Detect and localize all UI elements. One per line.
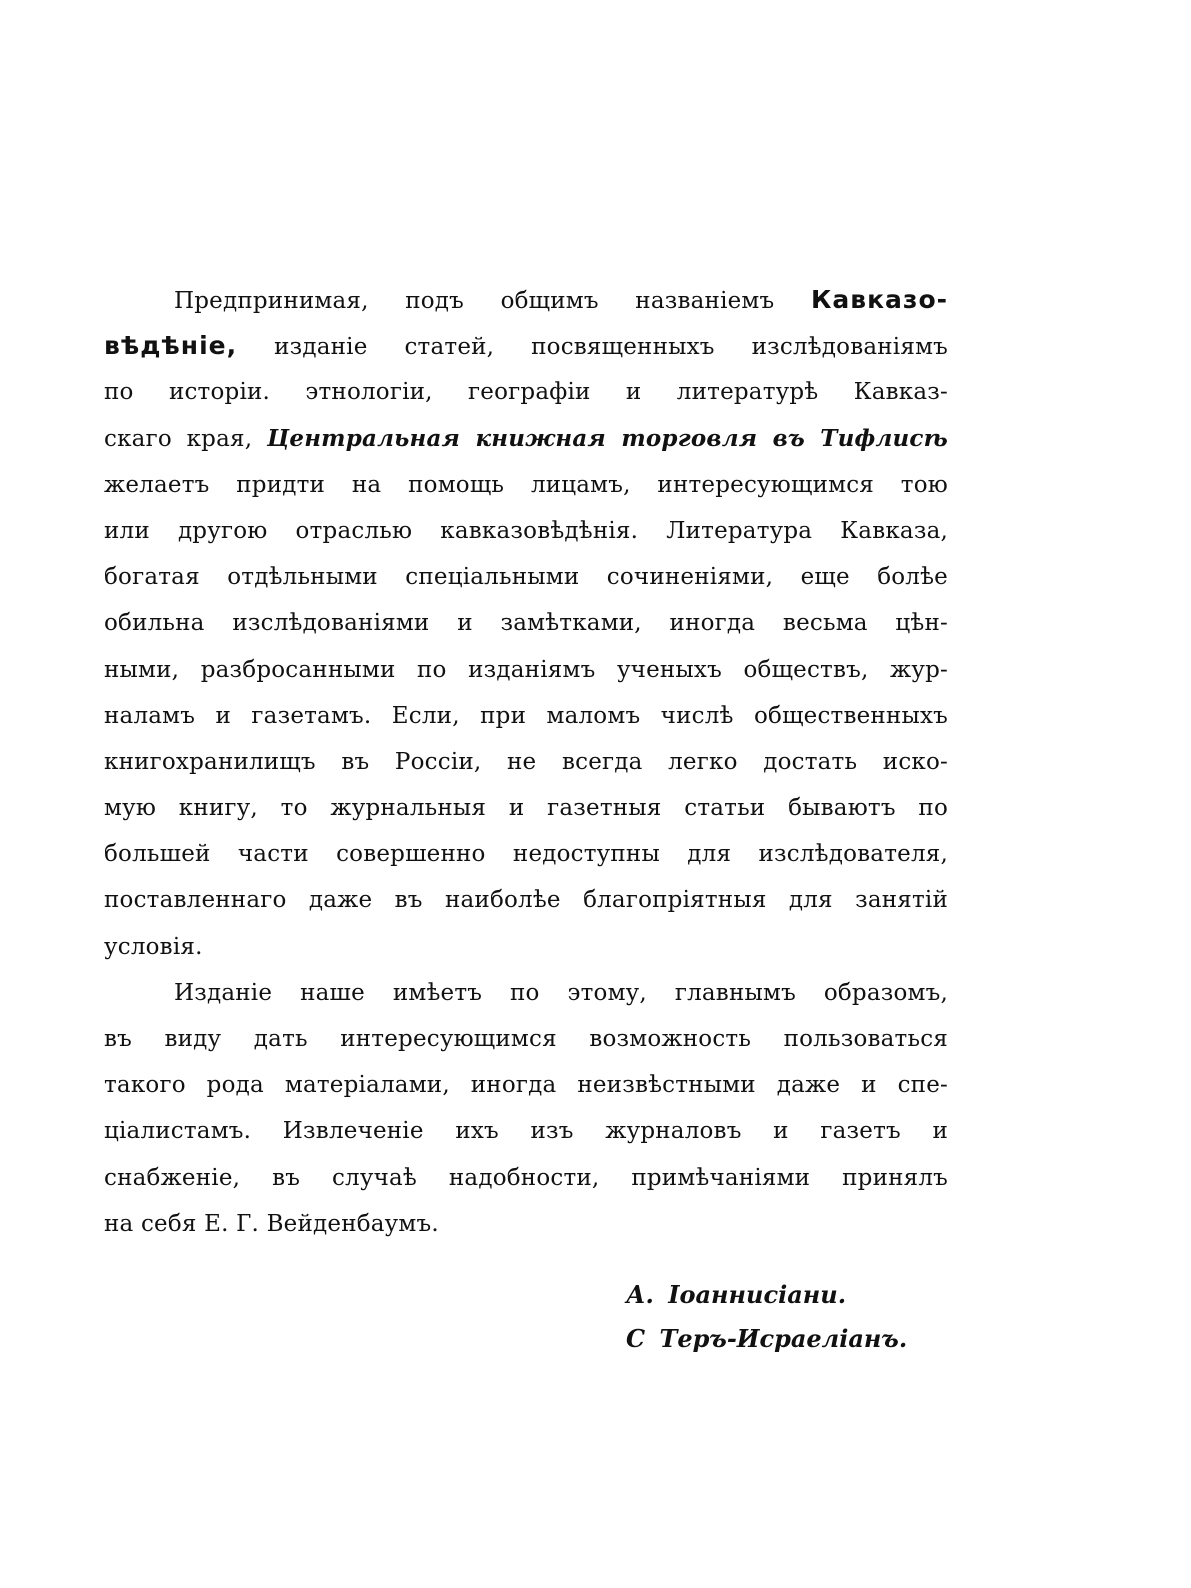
line-text: изданіе статей, посвященныхъ изслѣдованіямъ — [237, 334, 948, 361]
paragraph-1-line-1 — [104, 277, 948, 323]
paragraph-1-line-6: или другою отраслью кавказовѣдѣнія. Литература Кавказа, — [104, 517, 948, 544]
line-text: скаго края, — [104, 425, 267, 452]
paragraph-1-line-12: мую книгу, то журнальныя и газетныя статьи бываютъ по — [104, 795, 948, 822]
paragraph-1-line-13: большей части совершенно недоступны для изслѣдователя, — [104, 841, 948, 868]
paragraph-1-line-15: условія. — [104, 933, 203, 960]
paragraph-2-line-3: такого рода матеріалами, иногда неизвѣстными даже и спе- — [104, 1072, 948, 1099]
paragraph-2-line-5: снабженіе, въ случаѣ надобности, примѣчаніями принялъ — [104, 1164, 948, 1191]
paragraph-1-line-3: по исторіи. этнологіи, географіи и литературѣ Кавказ- — [104, 379, 948, 406]
preface-text — [104, 277, 948, 1247]
title-bold-part-2: вѣдѣніе, — [104, 331, 238, 361]
paragraph-1-line-9: ными, разбросанными по изданіямъ ученыхъ обществъ, жур- — [104, 656, 948, 683]
signatures — [626, 1273, 946, 1361]
paragraph-2-line-1: Изданіе наше имѣетъ по этому, главнымъ образомъ, — [174, 979, 948, 1006]
paragraph-1-line-2 — [104, 323, 948, 369]
paragraph-1-line-5: желаетъ придти на помощь лицамъ, интересующимся тою — [104, 471, 948, 498]
paragraph-2-line-2: въ виду дать интересующимся возможность пользоваться — [104, 1026, 948, 1052]
paragraph-1-line-10: наламъ и газетамъ. Если, при маломъ числѣ общественныхъ — [104, 702, 948, 729]
paragraph-2-line-6: на себя Е. Г. Вейденбаумъ. — [104, 1210, 439, 1237]
signature-first: А. Іоаннисіани. — [626, 1280, 847, 1309]
title-bold-part-1: Кавказо- — [810, 285, 948, 314]
paragraph-1-line-4 — [104, 416, 948, 462]
publisher-name: Центральная книжная торговля въ Тифлисѣ — [266, 424, 948, 452]
paragraph-1-line-7: богатая отдѣльными спеціальными сочиненіями, еще болѣе — [104, 564, 948, 591]
signature-second: С Теръ-Исраеліанъ. — [626, 1324, 908, 1353]
line-text: Предпринимая, подъ общимъ названіемъ — [174, 288, 811, 314]
paragraph-2-line-4: ціалистамъ. Извлеченіе ихъ изъ журналовъ и газетъ и — [104, 1118, 948, 1145]
paragraph-1-line-8: обильна изслѣдованіями и замѣтками, иногда весьма цѣн- — [104, 610, 948, 637]
paragraph-1-line-14: поставленнаго даже въ наиболѣе благопріятныя для занятій — [104, 887, 948, 914]
paragraph-1-line-11: книгохранилищъ въ Россіи, не всегда легко достать иско- — [104, 748, 948, 775]
